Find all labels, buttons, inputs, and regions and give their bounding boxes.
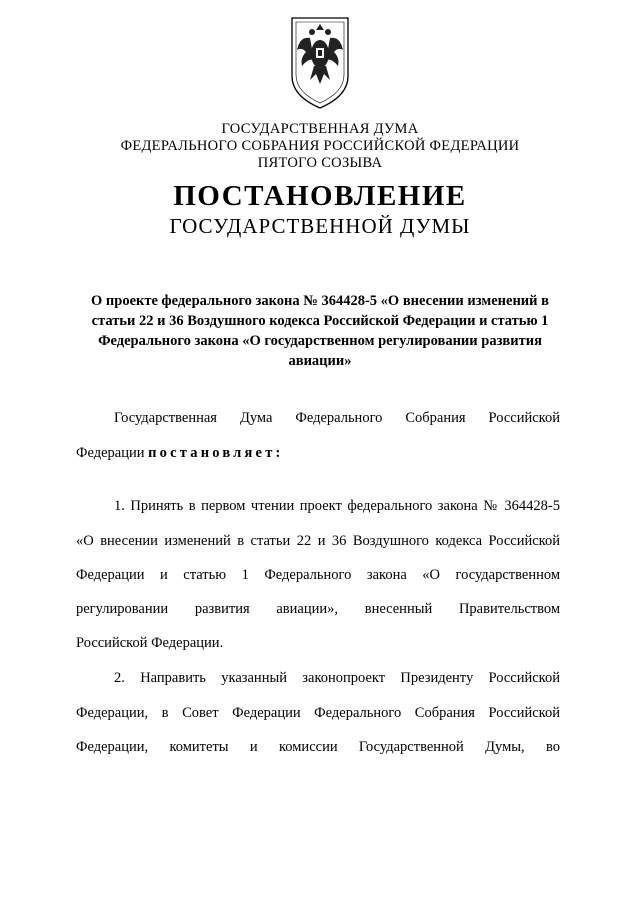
state-emblem-icon	[288, 14, 352, 112]
letterhead	[0, 121, 640, 172]
document-subtitle: ГОСУДАРСТВЕННОЙ ДУМЫ	[169, 214, 471, 238]
item-2-line-3: Федерации, комитеты и комиссии Государственной Думы, во	[76, 739, 560, 755]
item-2-line-2: Федерации, в Совет Федерации Федерального Собрания Российской	[76, 705, 560, 721]
intro-prefix: Федерации	[76, 445, 149, 461]
item-2-line-1: 2. Направить указанный законопроект Президенту Российской	[114, 670, 560, 686]
item-1-line-2: «О внесении изменений в статьи 22 и 36 Воздушного кодекса Российской	[76, 533, 560, 549]
resolution-verb: постановляет:	[148, 445, 284, 461]
intro-line-2	[76, 445, 560, 462]
header-line-1: ГОСУДАРСТВЕННАЯ ДУМА	[221, 121, 419, 137]
header-line-3: ПЯТОГО СОЗЫВА	[257, 155, 383, 171]
item-1-line-3: Федерации и статью 1 Федерального закона «О государственном	[76, 567, 560, 583]
subject-heading: О проекте федерального закона № 364428-5 «О внесении изменений в статьи 22 и 36 Воздушного кодекса Российской Федерации и статью 1 Федерального закона «О государственном регулировании развития авиации»	[91, 293, 549, 369]
item-1-line-1: 1. Принять в первом чтении проект федерального закона № 364428-5	[114, 498, 560, 514]
item-1-line-4: регулировании развития авиации», внесенный Правительством	[76, 601, 560, 617]
item-1-line-5: Российской Федерации.	[76, 635, 224, 651]
header-line-2: ФЕДЕРАЛЬНОГО СОБРАНИЯ РОССИЙСКОЙ ФЕДЕРАЦИИ	[120, 138, 520, 154]
document-title: ПОСТАНОВЛЕНИЕ	[173, 180, 467, 212]
intro-line-1: Государственная Дума Федерального Собрания Российской	[114, 410, 560, 426]
